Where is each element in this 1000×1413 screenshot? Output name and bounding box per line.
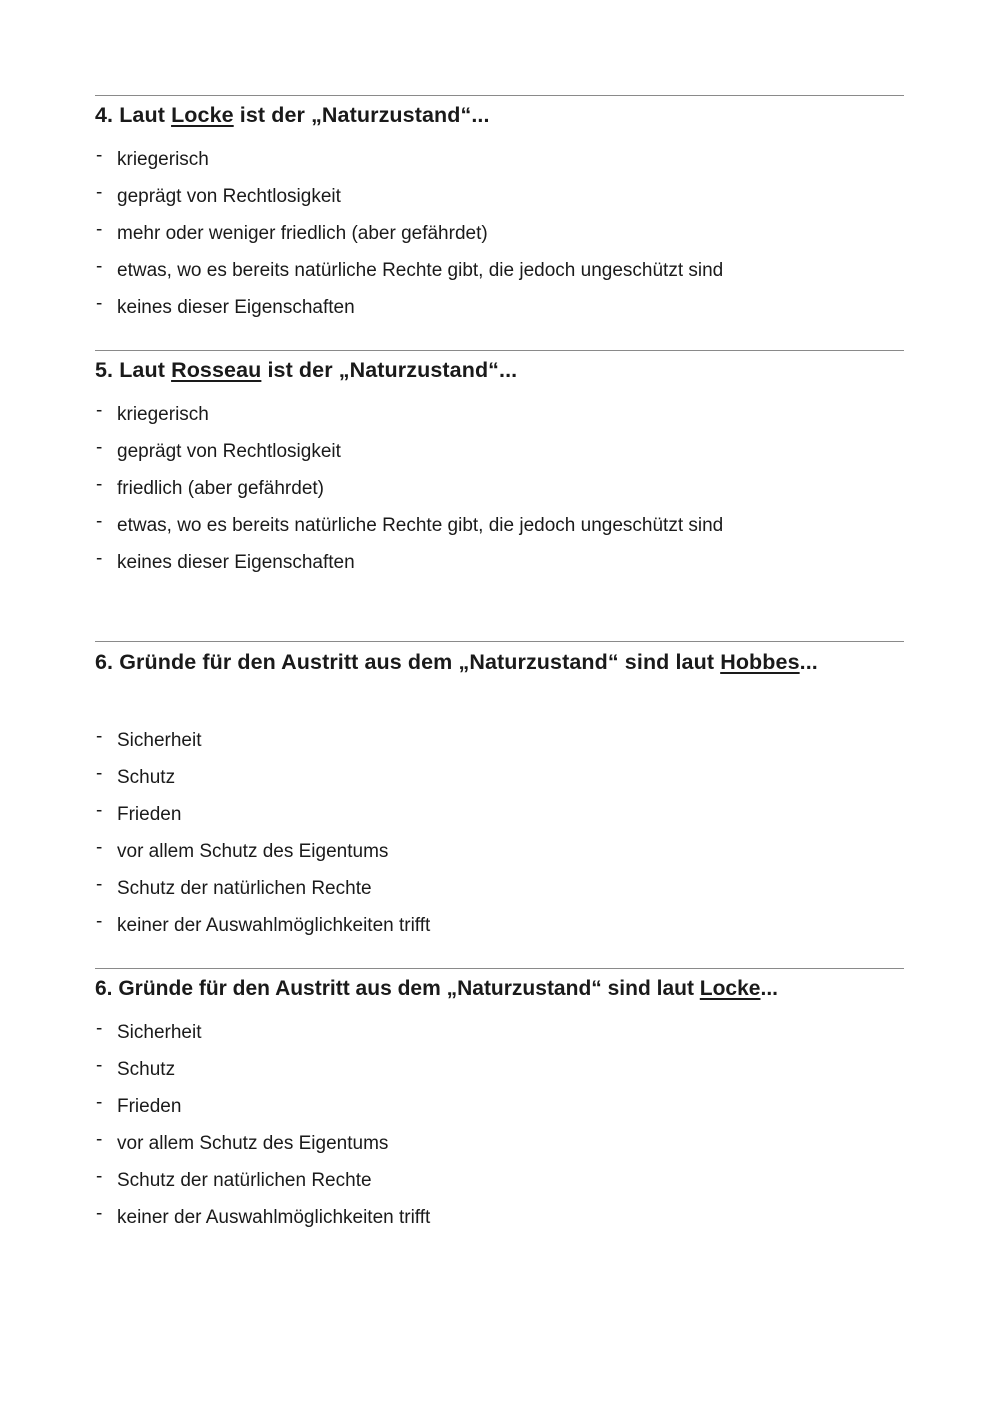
- question-4-title: [95, 99, 904, 132]
- question-5-title: [95, 354, 904, 387]
- answer-option[interactable]: [95, 219, 723, 260]
- answer-text: etwas, wo es bereits natürliche Rechte gibt, die jedoch ungeschützt sind: [117, 515, 724, 536]
- answer-option[interactable]: [95, 293, 723, 334]
- question-philosopher: Locke: [171, 103, 234, 127]
- dash-bullet: -: [96, 219, 103, 240]
- answer-option[interactable]: [95, 1166, 430, 1207]
- answer-text: kriegerisch: [117, 404, 209, 425]
- answer-text: keines dieser Eigenschaften: [117, 552, 355, 573]
- question-6-hobbes-title: [95, 646, 904, 679]
- answer-option[interactable]: [95, 874, 430, 915]
- answer-text: friedlich (aber gefährdet): [117, 478, 324, 499]
- answer-option[interactable]: [95, 256, 724, 297]
- divider: [95, 968, 904, 969]
- dash-bullet: -: [96, 911, 103, 932]
- answer-text: Schutz der natürlichen Rechte: [117, 1170, 372, 1191]
- dash-bullet: -: [96, 800, 103, 821]
- answer-option[interactable]: [95, 437, 723, 478]
- dash-bullet: -: [96, 474, 103, 495]
- dash-bullet: -: [96, 837, 103, 858]
- question-philosopher: Rosseau: [171, 358, 262, 382]
- answer-text: Schutz: [117, 767, 176, 788]
- answer-option[interactable]: [95, 800, 430, 841]
- divider: [95, 641, 904, 642]
- question-suffix: ...: [760, 977, 778, 1000]
- divider: [95, 95, 904, 96]
- answer-option[interactable]: [95, 1018, 430, 1059]
- question-prefix: 5. Laut: [95, 358, 172, 382]
- question-philosopher: Hobbes: [720, 650, 800, 674]
- answer-option[interactable]: [95, 511, 724, 552]
- answer-text: Frieden: [117, 1096, 182, 1117]
- dash-bullet: -: [96, 511, 103, 532]
- answer-option[interactable]: [95, 182, 723, 223]
- question-suffix: ist der „Naturzustand“...: [233, 103, 490, 127]
- answer-text: vor allem Schutz des Eigentums: [117, 841, 389, 862]
- dash-bullet: -: [96, 293, 103, 314]
- dash-bullet: -: [96, 1203, 103, 1224]
- dash-bullet: -: [96, 874, 103, 895]
- answer-text: kriegerisch: [117, 149, 209, 170]
- dash-bullet: -: [96, 437, 103, 458]
- answer-text: Sicherheit: [117, 1022, 202, 1043]
- answer-text: Schutz: [117, 1059, 176, 1080]
- dash-bullet: -: [96, 1018, 103, 1039]
- answer-text: keiner der Auswahlmöglichkeiten trifft: [117, 1207, 431, 1228]
- answer-text: keines dieser Eigenschaften: [117, 297, 355, 318]
- dash-bullet: -: [96, 256, 103, 277]
- question-suffix: ...: [799, 650, 818, 674]
- answer-list-q6-locke: [95, 1018, 431, 1244]
- answer-option[interactable]: [95, 1092, 430, 1133]
- answer-option[interactable]: [95, 145, 723, 186]
- answer-list-q4: [95, 145, 724, 334]
- answer-option[interactable]: [95, 548, 723, 589]
- answer-option[interactable]: [95, 1129, 430, 1170]
- answer-text: geprägt von Rechtlosigkeit: [117, 186, 341, 207]
- question-prefix: 6. Gründe für den Austritt aus dem „Naturzustand“ sind laut: [95, 650, 721, 674]
- dash-bullet: -: [96, 182, 103, 203]
- answer-text: keiner der Auswahlmöglichkeiten trifft: [117, 915, 431, 936]
- dash-bullet: -: [96, 726, 103, 747]
- dash-bullet: -: [96, 1092, 103, 1113]
- question-philosopher: Locke: [699, 977, 761, 1000]
- question-6-locke-title: [95, 972, 904, 1005]
- answer-text: Frieden: [117, 804, 182, 825]
- question-prefix: 4. Laut: [95, 103, 172, 127]
- answer-list-q6-hobbes: [95, 726, 431, 952]
- answer-option[interactable]: [95, 474, 723, 515]
- answer-text: Sicherheit: [117, 730, 202, 751]
- answer-text: mehr oder weniger friedlich (aber gefährdet): [117, 223, 488, 244]
- answer-list-q5: [95, 400, 724, 589]
- dash-bullet: -: [96, 400, 103, 421]
- question-suffix: ist der „Naturzustand“...: [261, 358, 518, 382]
- answer-option[interactable]: [95, 837, 430, 878]
- dash-bullet: -: [96, 1166, 103, 1187]
- question-prefix: 6. Gründe für den Austritt aus dem „Naturzustand“ sind laut: [95, 977, 700, 1000]
- answer-option[interactable]: [95, 400, 723, 441]
- dash-bullet: -: [96, 1129, 103, 1150]
- answer-text: Schutz der natürlichen Rechte: [117, 878, 372, 899]
- answer-text: etwas, wo es bereits natürliche Rechte gibt, die jedoch ungeschützt sind: [117, 260, 724, 281]
- dash-bullet: -: [96, 763, 103, 784]
- answer-option[interactable]: [95, 1055, 430, 1096]
- answer-option[interactable]: [95, 1203, 431, 1244]
- answer-text: vor allem Schutz des Eigentums: [117, 1133, 389, 1154]
- answer-option[interactable]: [95, 911, 431, 952]
- answer-text: geprägt von Rechtlosigkeit: [117, 441, 341, 462]
- divider: [95, 350, 904, 351]
- answer-option[interactable]: [95, 763, 430, 804]
- dash-bullet: -: [96, 1055, 103, 1076]
- dash-bullet: -: [96, 145, 103, 166]
- answer-option[interactable]: [95, 726, 430, 767]
- dash-bullet: -: [96, 548, 103, 569]
